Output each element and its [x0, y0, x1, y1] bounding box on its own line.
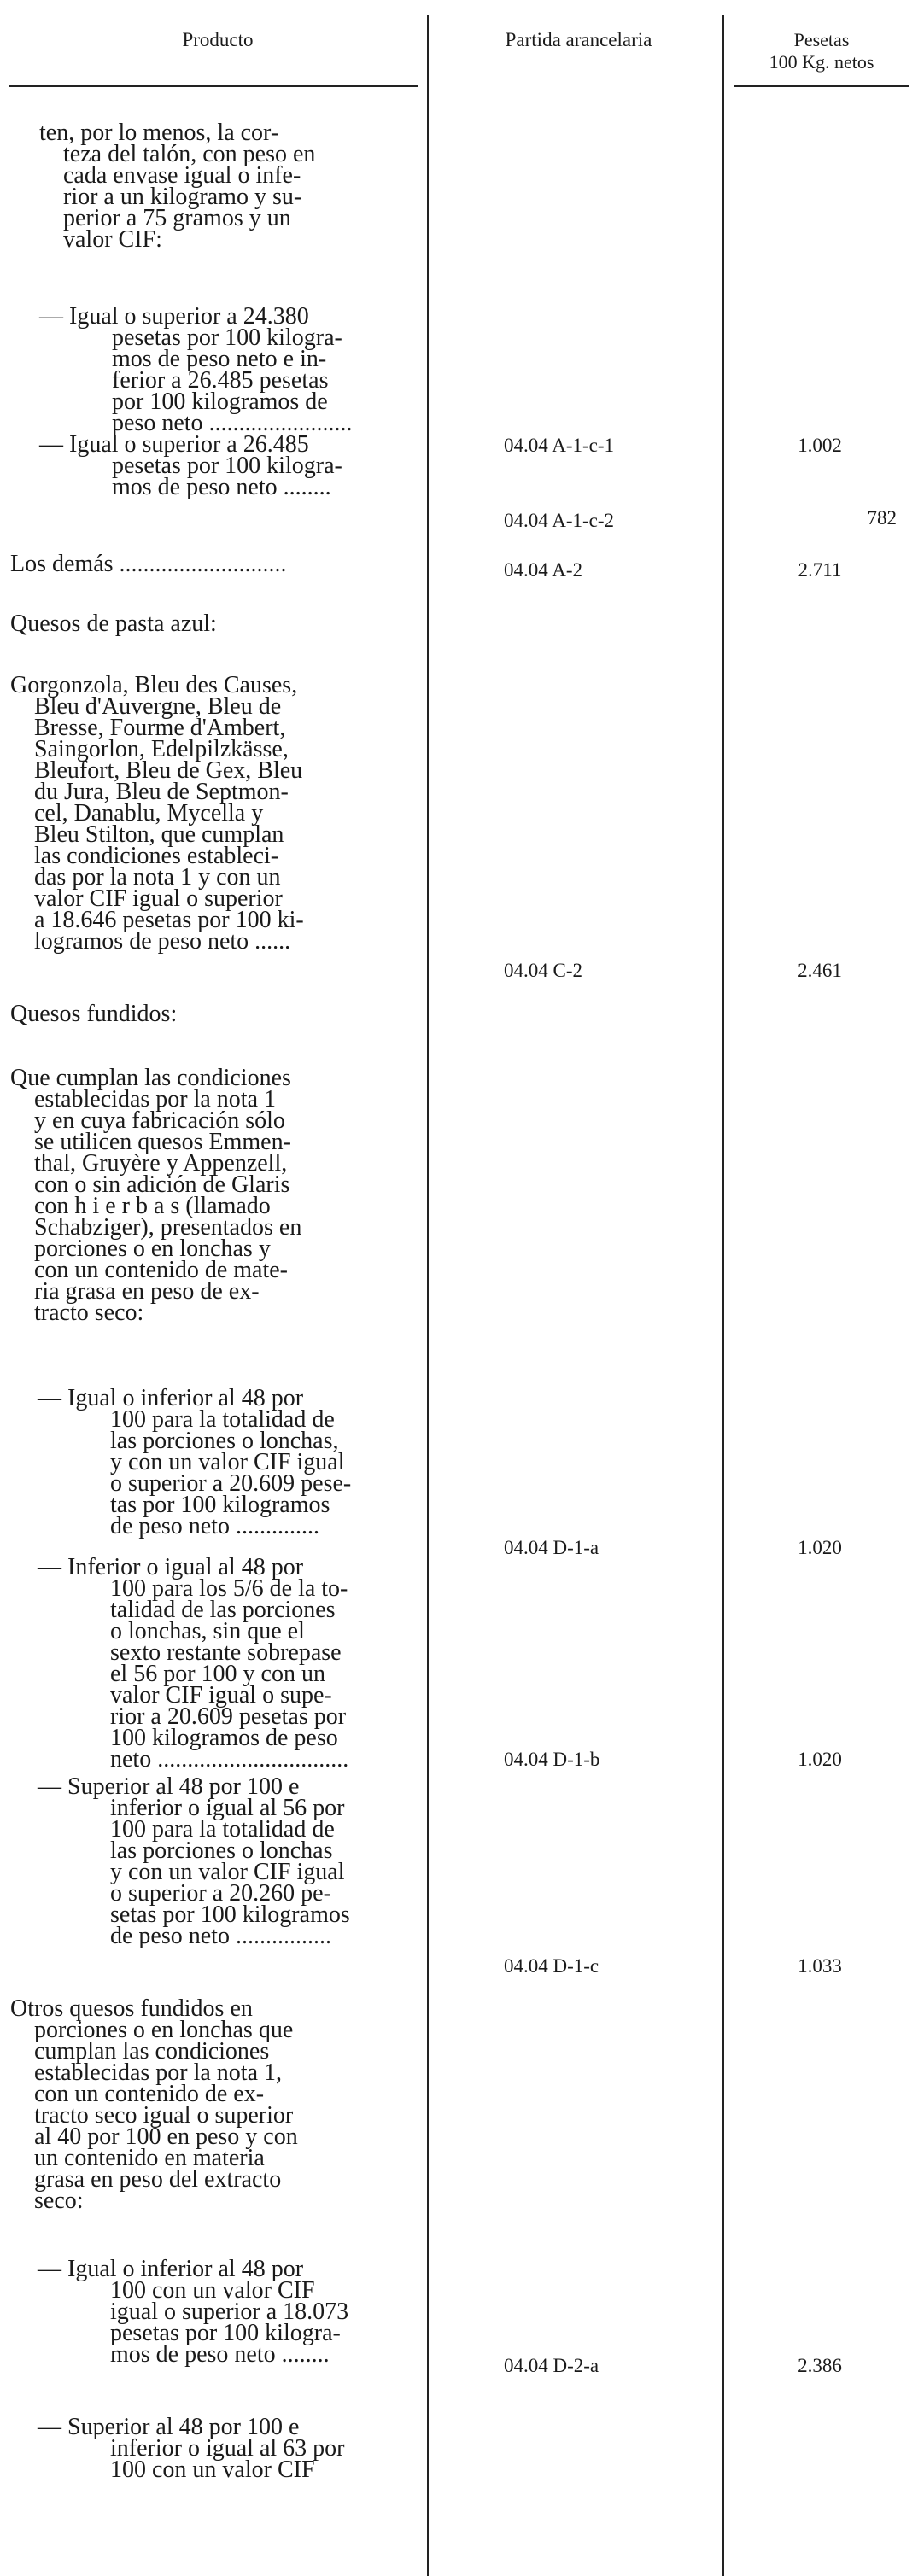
text-line: Gorgonzola, Bleu des Causes, — [10, 672, 298, 698]
partida-a1c2: 04.04 A-1-c-2 — [504, 510, 615, 531]
text-line: porciones o en lonchas que — [34, 2017, 294, 2043]
text-line: ten, por lo menos, la cor- — [39, 120, 279, 146]
text-line: al 40 por 100 en peso y con — [34, 2123, 298, 2150]
text-line: setas por 100 kilogramos — [110, 1901, 350, 1928]
text-line: Quesos de pasta azul: — [10, 610, 217, 637]
text-block-inferior-igual-48 — [38, 1554, 349, 1773]
text-line: ferior a 26.485 pesetas — [112, 367, 329, 394]
text-line: neto ................................ — [110, 1746, 349, 1773]
text-line: teza del talón, con peso en — [63, 141, 316, 167]
text-line: valor CIF: — [63, 226, 162, 253]
pesetas-d2a: 2.386 — [798, 2355, 842, 2376]
text-line: — Superior al 48 por 100 e — [38, 1773, 300, 1800]
header-rule-producto — [9, 85, 418, 87]
text-block-igual-superior-24380 — [39, 303, 353, 436]
text-line: las porciones o lonchas — [110, 1837, 333, 1864]
text-line: de peso neto ................ — [110, 1923, 331, 1949]
header-producto: Producto — [182, 29, 254, 50]
text-line: con o sin adición de Glaris — [34, 1171, 290, 1198]
text-line: Bleu d'Auvergne, Bleu de — [34, 693, 282, 720]
text-line: mos de peso neto ........ — [110, 2341, 330, 2368]
text-block-que-cumplan — [10, 1065, 302, 1326]
partida-d1a: 04.04 D-1-a — [504, 1537, 599, 1558]
pesetas-d1a: 1.020 — [798, 1537, 842, 1558]
text-line: Los demás ............................ — [10, 551, 287, 577]
text-block-igual-superior-26485 — [39, 431, 342, 500]
text-line: y en cuya fabricación sólo — [34, 1107, 285, 1134]
text-line: porciones o en lonchas y — [34, 1235, 271, 1262]
text-line: talidad de las porciones — [110, 1597, 336, 1623]
text-line: — Igual o superior a 26.485 — [39, 431, 309, 458]
text-line: 100 para la totalidad de — [110, 1406, 335, 1433]
text-line: o superior a 20.260 pe- — [110, 1880, 331, 1907]
text-line: por 100 kilogramos de — [112, 388, 328, 415]
text-line: inferior o igual al 63 por — [110, 2435, 345, 2462]
text-line: sexto restante sobrepase — [110, 1639, 342, 1666]
text-line: perior a 75 gramos y un — [63, 205, 291, 231]
text-line: Otros quesos fundidos en — [10, 1995, 253, 2022]
pesetas-c2: 2.461 — [798, 960, 842, 981]
text-line: igual o superior a 18.073 — [110, 2299, 349, 2325]
partida-a2: 04.04 A-2 — [504, 559, 582, 581]
text-line: de peso neto .............. — [110, 1513, 319, 1539]
pesetas-d1b: 1.020 — [798, 1749, 842, 1770]
header-rule-pesetas — [734, 85, 909, 87]
text-line: das por la nota 1 y con un — [34, 864, 281, 891]
column-divider-right — [722, 15, 724, 2576]
text-line: cel, Danablu, Mycella y — [34, 800, 264, 827]
text-line: tracto seco igual o superior — [34, 2102, 294, 2129]
text-block-corteza — [39, 120, 316, 253]
header-pesetas-line1: Pesetas — [793, 29, 850, 50]
text-line: Schabziger), presentados en — [34, 1214, 302, 1241]
text-line: — Superior al 48 por 100 e — [38, 2414, 300, 2440]
text-line: valor CIF igual o superior — [34, 885, 283, 912]
text-line: Que cumplan las condiciones — [10, 1065, 291, 1091]
text-line: logramos de peso neto ...... — [34, 928, 291, 955]
pesetas-a1c2: 782 — [867, 507, 897, 529]
text-line: el 56 por 100 y con un — [110, 1661, 325, 1687]
text-line: pesetas por 100 kilogra- — [112, 453, 342, 479]
partida-d1b: 04.04 D-1-b — [504, 1749, 600, 1770]
text-line: cada envase igual o infe- — [63, 162, 301, 189]
text-line: cumplan las condiciones — [34, 2038, 270, 2065]
text-line: establecidas por la nota 1, — [34, 2059, 283, 2086]
text-line: — Igual o inferior al 48 por — [38, 1385, 304, 1411]
text-block-igual-inferior-48 — [38, 1387, 351, 1537]
text-line: 100 para la totalidad de — [110, 1816, 335, 1843]
section-heading-pasta-azul — [10, 610, 217, 637]
header-partida: Partida arancelaria — [505, 29, 652, 50]
partida-c2: 04.04 C-2 — [504, 960, 582, 981]
text-line: thal, Gruyère y Appenzell, — [34, 1150, 288, 1177]
text-line: 100 con un valor CIF — [110, 2456, 315, 2483]
text-block-superior-48-inferior-63 — [38, 2414, 345, 2483]
text-line: ria grasa en peso de ex- — [34, 1278, 260, 1305]
pesetas-a2: 2.711 — [798, 559, 842, 581]
partida-d1c: 04.04 D-1-c — [504, 1955, 599, 1977]
text-line: — Inferior o igual al 48 por — [38, 1554, 304, 1580]
partida-a1c1: 04.04 A-1-c-1 — [504, 435, 615, 456]
text-line: Saingorlon, Edelpilzkässe, — [34, 736, 289, 762]
text-line: a 18.646 pesetas por 100 ki- — [34, 907, 304, 933]
text-line: 100 con un valor CIF — [110, 2277, 315, 2304]
text-line: 100 para los 5/6 de la to- — [110, 1575, 348, 1602]
column-divider-left — [427, 15, 429, 2576]
text-block-d2a — [38, 2256, 349, 2368]
section-heading-quesos-fundidos — [10, 1003, 177, 1025]
text-line: y con un valor CIF igual — [110, 1449, 345, 1475]
text-line: 100 kilogramos de peso — [110, 1725, 338, 1751]
header-pesetas — [736, 29, 907, 73]
text-line: du Jura, Bleu de Septmon- — [34, 779, 289, 805]
text-line: Bleu Stilton, que cumplan — [34, 821, 284, 848]
pesetas-d1c: 1.033 — [798, 1955, 842, 1977]
text-line: mos de peso neto e in- — [112, 346, 327, 372]
text-line: grasa en peso del extracto — [34, 2166, 282, 2193]
text-line: mos de peso neto ........ — [112, 474, 331, 500]
text-line: peso neto ........................ — [112, 410, 353, 436]
pesetas-a1c1: 1.002 — [798, 435, 842, 456]
partida-d2a: 04.04 D-2-a — [504, 2355, 599, 2376]
text-line: establecidas por la nota 1 — [34, 1086, 277, 1113]
text-line: pesetas por 100 kilogra- — [110, 2320, 341, 2346]
text-line: — Igual o inferior al 48 por — [38, 2256, 304, 2282]
text-block-superior-48-inferior-56 — [38, 1773, 350, 1949]
text-line: rior a un kilogramo y su- — [63, 184, 302, 210]
text-line: Quesos fundidos: — [10, 1001, 178, 1027]
text-line: un contenido en materia — [34, 2145, 265, 2171]
text-block-gorgonzola — [10, 672, 304, 955]
text-line: y con un valor CIF igual — [110, 1859, 345, 1885]
text-line: se utilicen quesos Emmen- — [34, 1129, 291, 1155]
text-line: — Igual o superior a 24.380 — [39, 303, 309, 330]
text-line: con h i e r b a s (llamado — [34, 1193, 271, 1219]
text-block-otros-quesos-fundidos — [10, 1995, 298, 2214]
text-block-los-demas — [10, 553, 287, 575]
text-line: seco: — [34, 2188, 84, 2214]
text-line: pesetas por 100 kilogra- — [112, 324, 342, 351]
text-line: las porciones o lonchas, — [110, 1428, 339, 1454]
header-pesetas-line2: 100 Kg. netos — [769, 51, 874, 73]
text-line: con un contenido de ex- — [34, 2081, 265, 2107]
text-line: inferior o igual al 56 por — [110, 1795, 345, 1821]
text-line: tas por 100 kilogramos — [110, 1492, 330, 1518]
text-line: rior a 20.609 pesetas por — [110, 1703, 347, 1730]
text-line: valor CIF igual o supe- — [110, 1682, 332, 1709]
text-line: o superior a 20.609 pese- — [110, 1470, 352, 1497]
text-line: las condiciones estableci- — [34, 843, 279, 869]
text-line: Bresse, Fourme d'Ambert, — [34, 715, 286, 741]
text-line: con un contenido de mate- — [34, 1257, 289, 1283]
text-line: o lonchas, sin que el — [110, 1618, 305, 1644]
text-line: tracto seco: — [34, 1300, 144, 1326]
text-line: Bleufort, Bleu de Gex, Bleu — [34, 757, 303, 784]
